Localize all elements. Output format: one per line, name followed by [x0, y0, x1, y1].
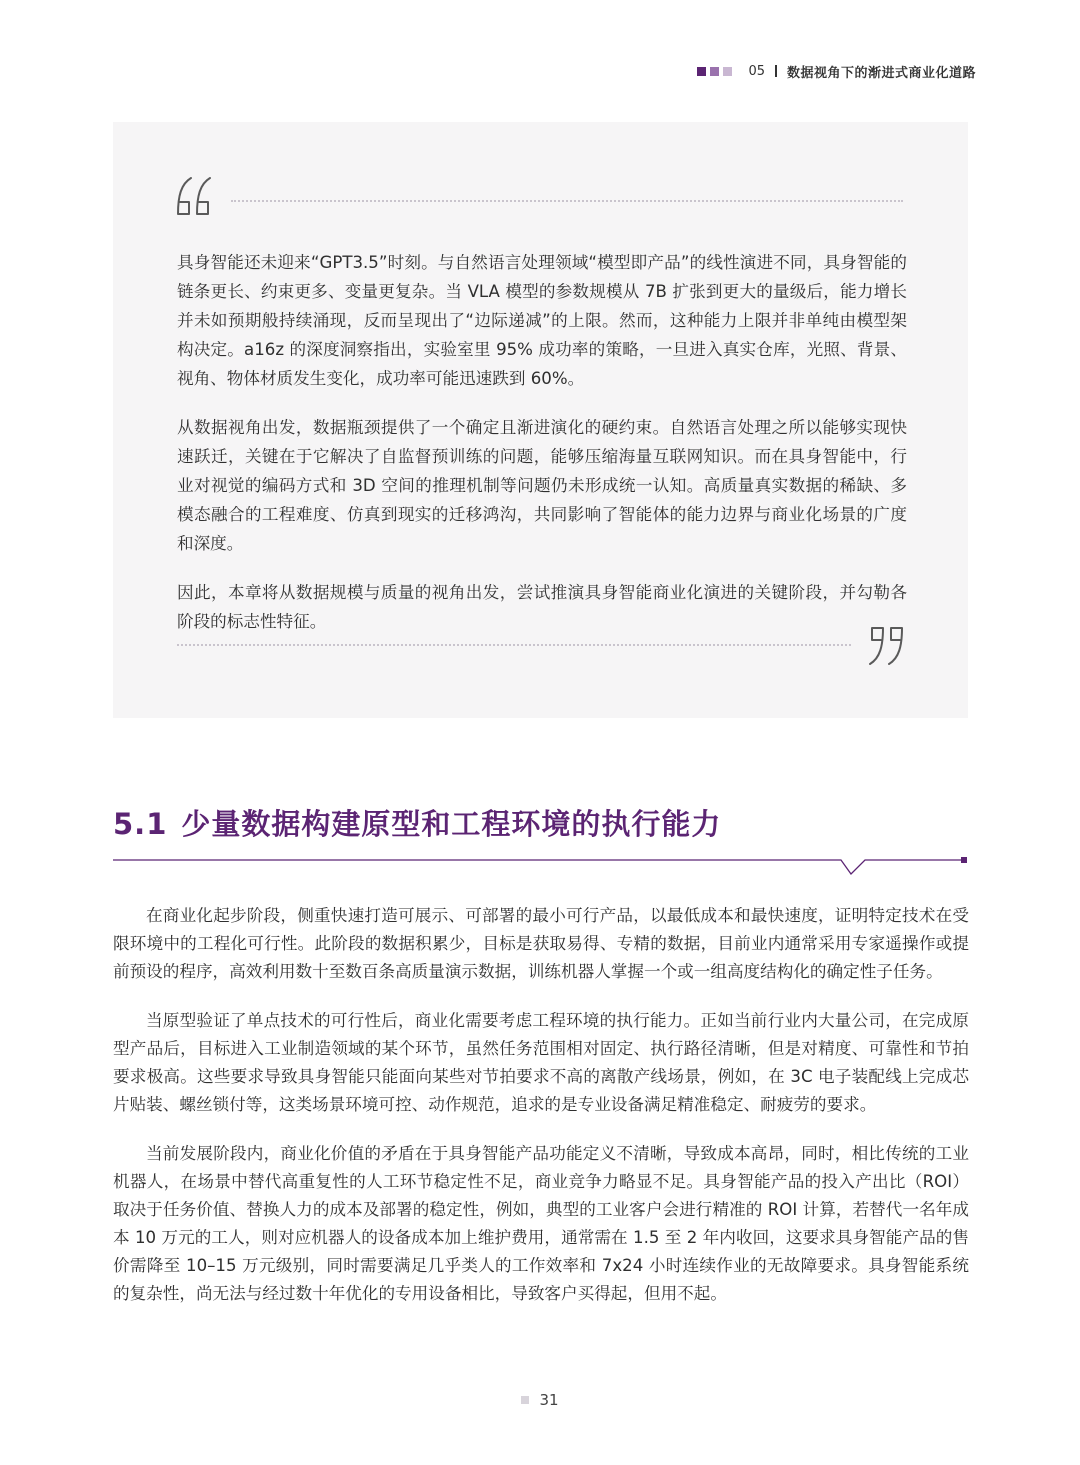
open-quote-icon — [175, 174, 215, 220]
header-divider — [775, 65, 777, 77]
section-title: 少量数据构建原型和工程环境的执行能力 — [181, 807, 722, 841]
page-number: 31 — [539, 1391, 559, 1409]
quote-dotted-rule-top — [231, 200, 903, 202]
page-footer — [0, 1391, 1080, 1409]
running-header — [697, 60, 976, 82]
header-square-1 — [697, 67, 706, 76]
section-body — [113, 902, 969, 1329]
quote-panel — [113, 122, 968, 718]
body-paragraph-2: 当原型验证了单点技术的可行性后，商业化需要考虑工程环境的执行能力。正如当前行业内大量公司，在完成原型产品后，目标进入工业制造领域的某个环节，虽然任务范围相对固定、执行路径清晰，但是对精度、可靠性和节拍要求极高。这些要求导致具身智能只能面向某些对节拍要求不高的离散产线场景，例如，在 3C 电子装配线上完成芯片贴装、螺丝锁付等，这类场景环境可控、动作规范，追求的是专业设备满足精准稳定、耐疲劳的要求。 — [113, 1011, 969, 1114]
quote-paragraph-2: 从数据视角出发，数据瓶颈提供了一个确定且渐进演化的硬约束。自然语言处理之所以能够实现快速跃迁，关键在于它解决了自监督预训练的问题，能够压缩海量互联网知识。而在具身智能中，行业对视觉的编码方式和 3D 空间的推理机制等问题仍未形成统一认知。高质量真实数据的稀缺、多模态融合的工程难度、仿真到现实的迁移鸿沟，共同影响了智能体的能力边界与商业化场景的广度和深度。 — [177, 418, 907, 553]
quote-dotted-rule-bottom — [177, 644, 851, 646]
header-decoration — [697, 67, 732, 76]
footer-square — [521, 1396, 529, 1404]
quote-paragraph-3: 因此，本章将从数据规模与质量的视角出发，尝试推演具身智能商业化演进的关键阶段，并勾勒各阶段的标志性特征。 — [177, 583, 907, 631]
close-quote-icon — [865, 622, 905, 668]
chapter-title: 数据视角下的渐进式商业化道路 — [786, 65, 976, 81]
body-paragraph-3: 当前发展阶段内，商业化价值的矛盾在于具身智能产品功能定义不清晰，导致成本高昂，同时，相比传统的工业机器人，在场景中替代高重复性的人工环节稳定性不足，商业竞争力略显不足。具身智能产品的投入产出比（ROI）取决于任务价值、替换人力的成本及部署的稳定性，例如，典型的工业客户会进行精准的 ROI 计算，若替代一名年成本 10 万元的工人，则对应机器人的设备成本加上维护费用，通常需在 1.5 至 2 年内收回，这要求具身智能产品的售价需降至 10–15 万元级别，同时需要满足几乎类人的工作效率和 7x24 小时连续作业的无故障要求。具身智能系统的复杂性，尚无法与经过数十年优化的专用设备相比，导致客户买得起，但用不起。 — [113, 1144, 969, 1303]
section-heading — [113, 802, 721, 843]
header-square-3 — [723, 67, 732, 76]
heading-underline — [113, 852, 969, 878]
quote-text — [177, 248, 907, 656]
body-paragraph-1: 在商业化起步阶段，侧重快速打造可展示、可部署的最小可行产品，以最低成本和最快速度，证明特定技术在受限环境中的工程化可行性。此阶段的数据积累少，目标是获取易得、专精的数据，目前业内通常采用专家遥操作或提前预设的程序，高效利用数十至数百条高质量演示数据，训练机器人掌握一个或一组高度结构化的确定性子任务。 — [113, 906, 969, 981]
chapter-number: 05 — [748, 63, 765, 79]
section-number: 5.1 — [113, 807, 168, 841]
quote-paragraph-1: 具身智能还未迎来“GPT3.5”时刻。与自然语言处理领域“模型即产品”的线性演进不同，具身智能的链条更长、约束更多、变量更复杂。当 VLA 模型的参数规模从 7B 扩张到更大的量级后，能力增长并未如预期般持续涌现，反而呈现出了“边际递减”的上限。然而，这种能力上限并非单纯由模型架构决定。a16z 的深度洞察指出，实验室里 95% 成功率的策略，一旦进入真实仓库，光照、背景、视角、物体材质发生变化，成功率可能迅速跌到 60%。 — [177, 253, 907, 388]
header-square-2 — [710, 67, 719, 76]
